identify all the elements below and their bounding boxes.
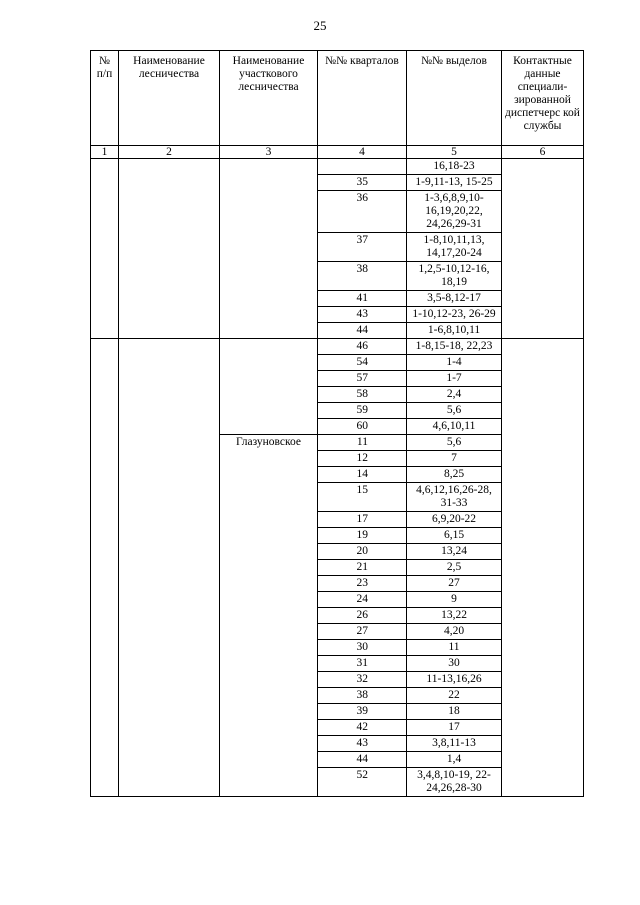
allotments-cell: 4,6,10,11 bbox=[407, 419, 502, 435]
forestry-name-cell bbox=[119, 339, 220, 797]
quarter-cell: 38 bbox=[318, 262, 407, 291]
quarter-cell: 43 bbox=[318, 736, 407, 752]
allotments-cell: 1-4 bbox=[407, 355, 502, 371]
allotments-cell: 5,6 bbox=[407, 435, 502, 451]
quarter-cell: 52 bbox=[318, 768, 407, 797]
quarter-cell: 39 bbox=[318, 704, 407, 720]
table-row bbox=[91, 339, 584, 355]
header-cell: Наименование участкового лесничества bbox=[220, 51, 318, 146]
allotments-cell: 13,22 bbox=[407, 608, 502, 624]
quarter-cell: 35 bbox=[318, 175, 407, 191]
quarter-cell: 20 bbox=[318, 544, 407, 560]
allotments-cell: 6,9,20-22 bbox=[407, 512, 502, 528]
quarter-cell: 37 bbox=[318, 233, 407, 262]
district-name-cell: Глазуновское bbox=[220, 435, 318, 797]
quarter-cell: 15 bbox=[318, 483, 407, 512]
quarter-cell: 36 bbox=[318, 191, 407, 233]
quarter-cell: 23 bbox=[318, 576, 407, 592]
header-cell: №№ кварталов bbox=[318, 51, 407, 146]
quarter-cell: 46 bbox=[318, 339, 407, 355]
district-name-cell bbox=[220, 159, 318, 339]
allotments-cell: 5,6 bbox=[407, 403, 502, 419]
quarter-cell: 14 bbox=[318, 467, 407, 483]
allotments-cell: 8,25 bbox=[407, 467, 502, 483]
quarter-cell: 42 bbox=[318, 720, 407, 736]
quarter-cell: 24 bbox=[318, 592, 407, 608]
allotments-cell: 6,15 bbox=[407, 528, 502, 544]
quarter-cell: 11 bbox=[318, 435, 407, 451]
quarter-cell: 21 bbox=[318, 560, 407, 576]
column-number: 3 bbox=[220, 146, 318, 159]
quarter-cell: 12 bbox=[318, 451, 407, 467]
quarter-cell: 60 bbox=[318, 419, 407, 435]
quarter-cell: 44 bbox=[318, 752, 407, 768]
quarter-cell bbox=[318, 159, 407, 175]
allotments-cell: 27 bbox=[407, 576, 502, 592]
quarter-cell: 44 bbox=[318, 323, 407, 339]
contact-cell bbox=[502, 339, 584, 797]
district-name-cell bbox=[220, 339, 318, 435]
header-cell: №№ выделов bbox=[407, 51, 502, 146]
allotments-cell: 17 bbox=[407, 720, 502, 736]
quarter-cell: 19 bbox=[318, 528, 407, 544]
column-number: 1 bbox=[91, 146, 119, 159]
allotments-cell: 1-8,15-18, 22,23 bbox=[407, 339, 502, 355]
allotments-cell: 9 bbox=[407, 592, 502, 608]
quarter-cell: 41 bbox=[318, 291, 407, 307]
quarter-cell: 31 bbox=[318, 656, 407, 672]
allotments-cell: 2,4 bbox=[407, 387, 502, 403]
header-cell: Контактные данные специали-зированной диспетчерс кой службы bbox=[502, 51, 584, 146]
page-number: 25 bbox=[313, 18, 327, 33]
column-number: 5 bbox=[407, 146, 502, 159]
allotments-cell: 4,6,12,16,26-28, 31-33 bbox=[407, 483, 502, 512]
column-number: 4 bbox=[318, 146, 407, 159]
allotments-cell: 11-13,16,26 bbox=[407, 672, 502, 688]
allotments-cell: 1-3,6,8,9,10-16,19,20,22, 24,26,29-31 bbox=[407, 191, 502, 233]
quarter-cell: 27 bbox=[318, 624, 407, 640]
allotments-cell: 22 bbox=[407, 688, 502, 704]
allotments-cell: 3,5-8,12-17 bbox=[407, 291, 502, 307]
allotments-cell: 2,5 bbox=[407, 560, 502, 576]
allotments-cell: 1-8,10,11,13, 14,17,20-24 bbox=[407, 233, 502, 262]
allotments-cell: 30 bbox=[407, 656, 502, 672]
contact-cell bbox=[502, 159, 584, 339]
quarter-cell: 26 bbox=[318, 608, 407, 624]
allotments-cell: 1-9,11-13, 15-25 bbox=[407, 175, 502, 191]
forestry-name-cell bbox=[119, 159, 220, 339]
allotments-cell: 3,8,11-13 bbox=[407, 736, 502, 752]
header-row bbox=[91, 51, 584, 146]
table-row bbox=[91, 159, 584, 175]
allotments-cell: 11 bbox=[407, 640, 502, 656]
quarter-cell: 57 bbox=[318, 371, 407, 387]
column-number: 2 bbox=[119, 146, 220, 159]
quarter-cell: 58 bbox=[318, 387, 407, 403]
allotments-cell: 1,4 bbox=[407, 752, 502, 768]
allotments-cell: 16,18-23 bbox=[407, 159, 502, 175]
header-cell: Наименование лесничества bbox=[119, 51, 220, 146]
number-cell bbox=[91, 339, 119, 797]
quarter-cell: 43 bbox=[318, 307, 407, 323]
forestry-table bbox=[90, 50, 584, 797]
allotments-cell: 4,20 bbox=[407, 624, 502, 640]
quarter-cell: 59 bbox=[318, 403, 407, 419]
allotments-cell: 18 bbox=[407, 704, 502, 720]
number-cell bbox=[91, 159, 119, 339]
column-number: 6 bbox=[502, 146, 584, 159]
allotments-cell: 1-10,12-23, 26-29 bbox=[407, 307, 502, 323]
allotments-cell: 1-6,8,10,11 bbox=[407, 323, 502, 339]
allotments-cell: 13,24 bbox=[407, 544, 502, 560]
allotments-cell: 7 bbox=[407, 451, 502, 467]
quarter-cell: 17 bbox=[318, 512, 407, 528]
quarter-cell: 30 bbox=[318, 640, 407, 656]
allotments-cell: 1,2,5-10,12-16, 18,19 bbox=[407, 262, 502, 291]
quarter-cell: 38 bbox=[318, 688, 407, 704]
allotments-cell: 1-7 bbox=[407, 371, 502, 387]
quarter-cell: 32 bbox=[318, 672, 407, 688]
header-cell: № п/п bbox=[91, 51, 119, 146]
quarter-cell: 54 bbox=[318, 355, 407, 371]
column-number-row bbox=[91, 146, 584, 159]
allotments-cell: 3,4,8,10-19, 22-24,26,28-30 bbox=[407, 768, 502, 797]
